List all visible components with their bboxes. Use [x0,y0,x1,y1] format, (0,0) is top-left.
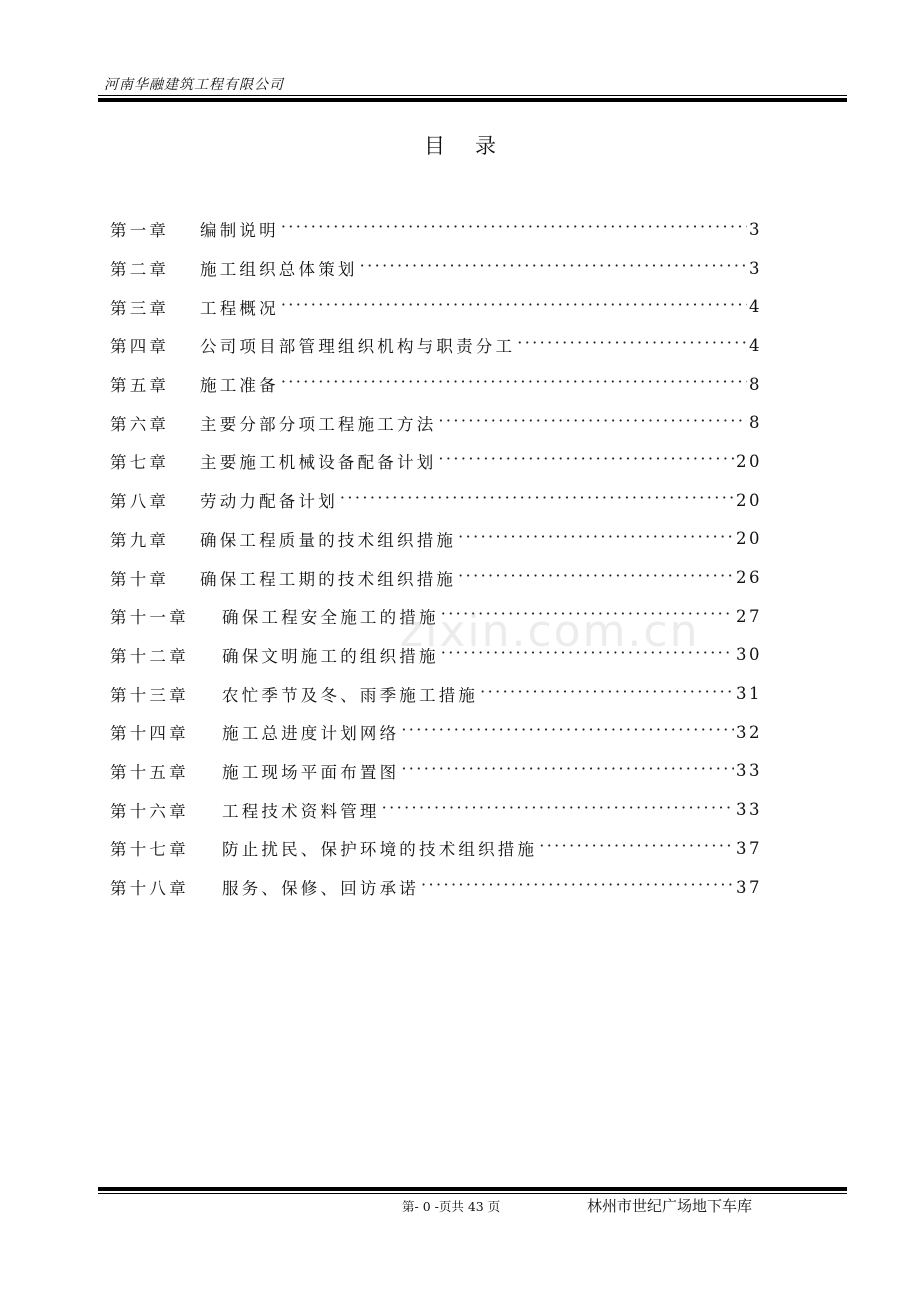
toc-chapter-number: 第十六章 [110,801,189,821]
toc-dot-leader [281,297,747,317]
toc-dot-leader [438,451,734,471]
toc-chapter-number: 第一章 [110,221,170,241]
toc-chapter-title: 施工组织总体策划 [200,260,358,280]
toc-dot-leader [281,219,747,239]
toc-chapter-title: 主要施工机械设备配备计划 [200,453,437,473]
toc-page-number: 32 [736,722,762,742]
toc-page-number: 8 [749,374,762,394]
toc-page-number: 20 [736,529,762,549]
toc-chapter-title: 确保工程安全施工的措施 [222,608,439,628]
toc-chapter-title: 施工总进度计划网络 [222,724,400,744]
toc-chapter-number: 第六章 [110,414,170,434]
toc-chapter-number: 第十一章 [110,608,189,628]
toc-entry[interactable] [110,403,762,442]
toc-entry[interactable] [110,636,762,675]
toc-dot-leader [401,761,734,781]
header-company-name: 河南华融建筑工程有限公司 [104,77,284,93]
toc-page-number: 33 [736,761,762,781]
toc-dot-leader [480,684,734,704]
page-title: 目录 [424,134,526,158]
toc-chapter-number: 第五章 [110,376,170,396]
toc-entry[interactable] [110,210,762,249]
footer-rule-thin [98,1193,847,1194]
toc-entry[interactable] [110,829,762,868]
toc-entry[interactable] [110,752,762,791]
toc-dot-leader [458,568,734,588]
table-of-contents [110,210,762,906]
footer-project-name: 林州市世纪广场地下车库 [587,1197,753,1215]
toc-chapter-number: 第九章 [110,530,170,550]
toc-chapter-number: 第七章 [110,453,170,473]
toc-chapter-number: 第十五章 [110,762,189,782]
toc-dot-leader [441,645,734,665]
toc-chapter-title: 公司项目部管理组织机构与职责分工 [200,337,516,357]
toc-entry[interactable] [110,674,762,713]
toc-page-number: 31 [736,684,762,704]
toc-chapter-title: 工程技术资料管理 [222,801,380,821]
toc-dot-leader [401,722,734,742]
toc-chapter-title: 施工准备 [200,376,279,396]
toc-dot-leader [438,413,747,433]
toc-page-number: 4 [749,335,762,355]
toc-entry[interactable] [110,520,762,559]
toc-chapter-number: 第四章 [110,337,170,357]
toc-page-number: 26 [736,568,762,588]
toc-page-number: 20 [736,451,762,471]
toc-page-number: 20 [736,490,762,510]
toc-page-number: 8 [749,413,762,433]
toc-chapter-title: 确保工程质量的技术组织措施 [200,530,457,550]
toc-entry[interactable] [110,713,762,752]
toc-page-number: 27 [736,606,762,626]
toc-entry[interactable] [110,249,762,288]
toc-entry[interactable] [110,287,762,326]
toc-dot-leader [340,490,734,510]
toc-dot-leader [281,374,747,394]
toc-entry[interactable] [110,597,762,636]
toc-chapter-title: 确保工程工期的技术组织措施 [200,569,457,589]
toc-dot-leader [382,800,734,820]
toc-page-number: 3 [749,258,762,278]
toc-chapter-number: 第十七章 [110,840,189,860]
toc-chapter-title: 服务、保修、回访承诺 [222,879,419,899]
toc-dot-leader [458,529,734,549]
toc-page-number: 3 [749,219,762,239]
toc-entry[interactable] [110,442,762,481]
toc-page-number: 33 [736,800,762,820]
toc-chapter-title: 防止扰民、保护环境的技术组织措施 [222,840,538,860]
toc-chapter-number: 第三章 [110,298,170,318]
toc-entry[interactable] [110,481,762,520]
toc-chapter-title: 确保文明施工的组织措施 [222,646,439,666]
toc-chapter-number: 第十二章 [110,646,189,666]
toc-page-number: 37 [736,838,762,858]
header-rule-thick [98,98,847,102]
toc-entry[interactable] [110,365,762,404]
toc-chapter-number: 第十章 [110,569,170,589]
watermark: zixin.com.cn [400,606,700,657]
toc-dot-leader [441,606,734,626]
toc-chapter-number: 第八章 [110,492,170,512]
toc-chapter-title: 编制说明 [200,221,279,241]
toc-chapter-number: 第十四章 [110,724,189,744]
toc-chapter-title: 工程概况 [200,298,279,318]
toc-entry[interactable] [110,326,762,365]
toc-dot-leader [421,877,734,897]
header-rule-thin [98,95,847,96]
toc-page-number: 4 [749,297,762,317]
footer-rule-thick [98,1187,847,1191]
toc-chapter-title: 农忙季节及冬、雨季施工措施 [222,685,479,705]
toc-chapter-title: 劳动力配备计划 [200,492,338,512]
toc-chapter-number: 第十三章 [110,685,189,705]
toc-dot-leader [539,838,734,858]
toc-entry[interactable] [110,868,762,907]
toc-chapter-title: 主要分部分项工程施工方法 [200,414,437,434]
toc-chapter-title: 施工现场平面布置图 [222,762,400,782]
toc-entry[interactable] [110,558,762,597]
toc-chapter-number: 第二章 [110,260,170,280]
toc-dot-leader [517,335,747,355]
footer-page-number: 第- 0 -页共 43 页 [402,1199,501,1214]
toc-page-number: 37 [736,877,762,897]
toc-dot-leader [360,258,747,278]
toc-entry[interactable] [110,790,762,829]
toc-page-number: 30 [736,645,762,665]
toc-chapter-number: 第十八章 [110,879,189,899]
